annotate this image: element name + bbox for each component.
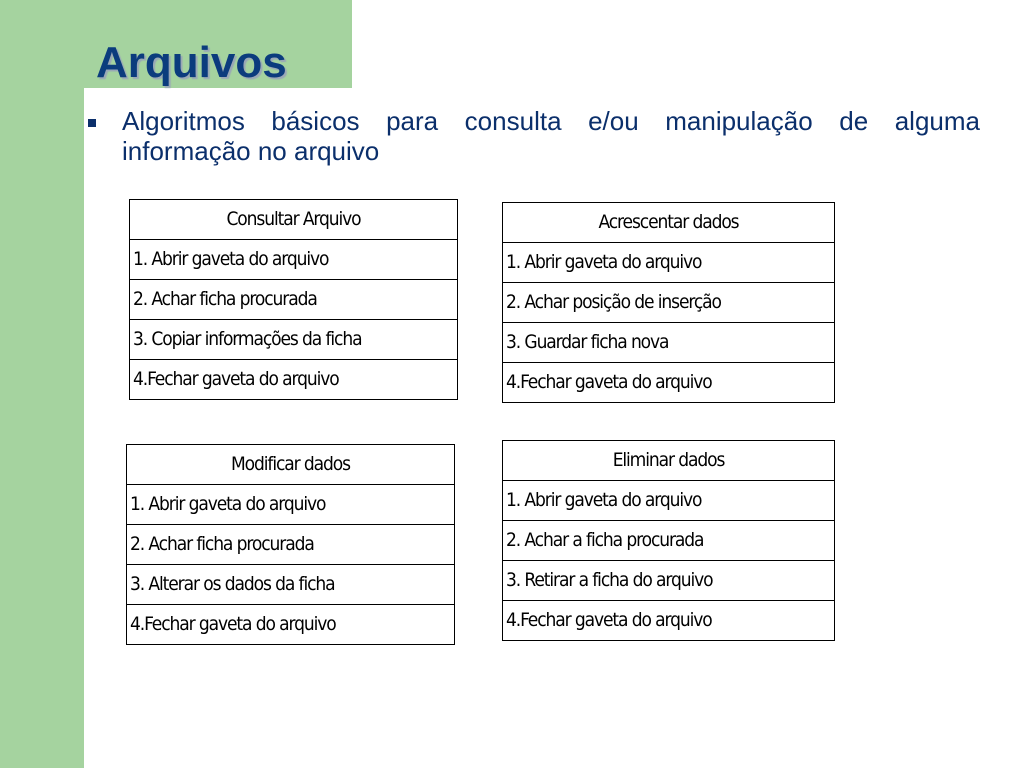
table-row: 4.Fechar gaveta do arquivo <box>503 601 835 641</box>
table-row: 3. Alterar os dados da ficha <box>127 565 455 605</box>
slide-content-area <box>84 88 1024 768</box>
table-row: 3. Copiar informações da ficha <box>130 320 458 360</box>
table-row: 1. Abrir gaveta do arquivo <box>503 243 835 283</box>
table-row: 4.Fechar gaveta do arquivo <box>503 363 835 403</box>
slide-title: Arquivos <box>96 38 287 87</box>
table-row: 3. Guardar ficha nova <box>503 323 835 363</box>
table-consultar-arquivo <box>129 199 458 400</box>
table-header: Acrescentar dados <box>503 203 835 243</box>
table-header: Consultar Arquivo <box>130 200 458 240</box>
table-row: 2. Achar a ficha procurada <box>503 521 835 561</box>
table-modificar-dados <box>126 444 455 645</box>
table-header: Modificar dados <box>127 445 455 485</box>
table-row: 2. Achar ficha procurada <box>130 280 458 320</box>
table-row: 4.Fechar gaveta do arquivo <box>130 360 458 400</box>
table-row: 2. Achar ficha procurada <box>127 525 455 565</box>
table-row: 1. Abrir gaveta do arquivo <box>130 240 458 280</box>
table-acrescentar-dados <box>502 202 835 403</box>
table-row: 2. Achar posição de inserção <box>503 283 835 323</box>
table-row: 1. Abrir gaveta do arquivo <box>503 481 835 521</box>
table-header: Eliminar dados <box>503 441 835 481</box>
bullet-point <box>88 106 980 166</box>
table-row: 4.Fechar gaveta do arquivo <box>127 605 455 645</box>
table-eliminar-dados <box>502 440 835 641</box>
table-row: 3. Retirar a ficha do arquivo <box>503 561 835 601</box>
bullet-text: Algoritmos básicos para consulta e/ou manipulação de alguma informação no arquivo <box>122 106 980 166</box>
left-decorative-bar <box>0 0 84 768</box>
square-bullet-icon <box>88 119 96 127</box>
table-row: 1. Abrir gaveta do arquivo <box>127 485 455 525</box>
